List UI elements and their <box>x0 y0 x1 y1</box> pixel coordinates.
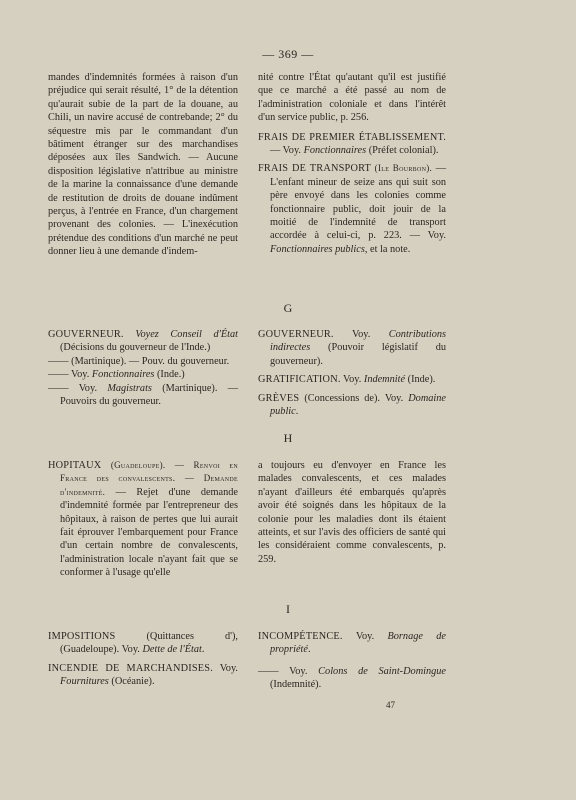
entry-headword: GOUVERNEUR. <box>258 329 334 340</box>
section-g-left-column <box>48 328 238 408</box>
entry-headword: FRAIS DE PREMIER ÉTABLISSEMENT. <box>258 131 446 143</box>
entry-text: Voy. <box>355 631 375 642</box>
entry-gouverneur-sub <box>48 368 238 381</box>
entry-text: Voy. <box>289 665 308 677</box>
entry-text: (Quittances d'), (Guadeloupe). Voy. <box>60 631 239 656</box>
entry-text: — L'enfant mineur de seize ans qui suit son père envoyé dans les colonies comme fonctionnaire public, doit jouir de la moitié de l'indemnité de transport accordée à celui-ci, p. 223. — Voy. <box>270 163 446 242</box>
entry-reference: Magistrats <box>107 382 152 394</box>
page-number: — 369 — <box>262 47 314 61</box>
entry-reference: Bornage de propriété <box>270 631 446 656</box>
entry-frais-premier <box>258 131 446 158</box>
section-i-right-column <box>258 630 446 692</box>
entry-dash: —— <box>258 665 279 677</box>
top-left-column <box>48 71 238 259</box>
entry-headword: GRATIFICATION. <box>258 374 341 386</box>
entry-continuation: a toujours eu d'envoyer en France les malades convalescents, et ces malades n'ayant d'ailleurs été embarqués qu'après avoir été soignés dans les hôpitaux de la colonie pour les maladies dont ils étaient atteints, et sur l'avis des officiers de santé qui les considéraient comme convalescents, p. 259. <box>258 460 446 565</box>
entry-text: (Concessions de). Voy. <box>304 392 404 404</box>
entry-text: (Indemnité). <box>270 679 322 691</box>
section-i-left-column <box>48 630 238 689</box>
entry-headword: FRAIS DE TRANSPORT <box>258 163 372 175</box>
entry-headword: INCOMPÉTENCE. <box>258 631 343 642</box>
entry-reference: Contributions indirectes <box>270 329 446 354</box>
entry-text: , et la note. <box>364 243 411 255</box>
section-g-right-column <box>258 328 446 418</box>
entry-gratification <box>258 373 446 386</box>
entry-headword: IMPOSITIONS <box>48 631 116 642</box>
entry-reference: Fonctionnaires publics <box>270 243 365 255</box>
entry-greves <box>258 392 446 419</box>
entry-reference: Conseil d'État <box>170 329 239 340</box>
entry-text: — Voy. <box>270 145 301 157</box>
entry-dash: —— <box>48 355 69 367</box>
entry-qualifier: (Guadeloupe). <box>110 460 166 470</box>
continued-entry-end: nité contre l'État qu'autant qu'il est justifié que ce marché a été passé au nom de l'administration coloniale et dans l'intérêt d'un service public, p. 256. <box>258 72 446 124</box>
entry-incompetence <box>258 630 446 657</box>
entry-text: Voy. <box>219 662 238 674</box>
entry-impositions <box>48 630 238 657</box>
entry-text: . <box>307 644 311 656</box>
entry-headword: HOPITAUX <box>48 460 102 471</box>
entry-incendie <box>48 662 238 689</box>
entry-reference: Dette de l'État <box>142 644 202 656</box>
entry-dash: —— <box>48 369 69 381</box>
entry-headword: GRÈVES <box>258 392 300 404</box>
top-right-column <box>258 71 446 256</box>
signature-mark: 47 <box>386 700 395 710</box>
entry-text: (Martinique). — Pouv. du gouverneur. <box>71 355 230 367</box>
entry-gouverneur <box>48 328 238 355</box>
entry-reference: Indemnité <box>363 374 406 386</box>
entry-frais-transport <box>258 162 446 256</box>
section-letter-g: G <box>283 301 293 315</box>
entry-reference: Fonctionnaires <box>303 145 367 157</box>
entry-text: (Pouvoir législatif du gouverneur). <box>270 342 447 367</box>
entry-headword: INCENDIE DE MARCHANDISES. <box>48 662 213 674</box>
section-h-left-column <box>48 459 238 580</box>
entry-text: (Décisions du gouverneur de l'Inde.) <box>60 342 211 354</box>
continued-entry-text: mandes d'indemnités formées à raison d'un préjudice qui serait résulté, 1° de la détention qu'aurait subie de la part de la douane, au Chili, un navire accusé de contrebande; 2° du séquestre mis par le commandant d'un bâtiment étranger sur des marchandises déposées aux îles Sandwich. — Aucune disposition législative n'attribue au ministre de la marine la connaissance d'une demande de restitution de droits de douane indûment perçus, à l'entrée en France, d'un chargement provenant des colonies. — L'inexécution prétendue des conditions d'un marché ne peut donner lieu à une demande d'indem- <box>48 72 238 258</box>
entry-text: — Rejet d'une demande d'indemnité formée par l'entrepreneur des hôpitaux, à raison de pertes que lui aurait fait éprouver l'embarquement pour France d'un certain nombre de convalescents, l'administration locale n'ayant fait que se conformer à l'usage qu'elle <box>60 486 238 579</box>
entry-text: (Martinique). — Pouvoirs du gouverneur. <box>60 382 239 408</box>
entry-gouverneur-sub <box>48 355 238 368</box>
entry-incompetence-sub <box>258 665 446 692</box>
entry-reference: Fonctionnaires <box>91 369 155 381</box>
entry-hopitaux <box>48 459 238 580</box>
entry-text: (Inde). <box>407 374 436 386</box>
entry-dash: —— <box>48 382 69 394</box>
entry-text: (Préfet colonial). <box>368 145 439 157</box>
entry-headword: GOUVERNEUR. <box>48 329 124 340</box>
entry-subheading: — Renvoi en France des convalescents. — Demande d'indemnité. <box>60 460 238 497</box>
section-letter-i: I <box>286 602 290 616</box>
entry-gouverneur-2 <box>258 328 446 368</box>
entry-reference: Domaine public <box>270 392 446 418</box>
entry-reference: Fournitures <box>60 676 109 688</box>
entry-text: Voy. <box>352 329 371 340</box>
entry-text: (Inde.) <box>157 369 185 381</box>
entry-text: . <box>295 406 299 418</box>
entry-reference: Colons de Saint-Domingue <box>318 665 447 677</box>
entry-text: Voy. <box>78 382 98 394</box>
entry-text: Voyez <box>135 329 159 340</box>
entry-text: (Océanie). <box>111 676 155 688</box>
entry-text: . <box>201 644 205 656</box>
entry-gouverneur-sub <box>48 382 238 409</box>
section-h-right-column <box>258 459 446 566</box>
entry-text: Voy. <box>70 369 90 381</box>
section-letter-h: H <box>283 431 293 445</box>
entry-qualifier: (Ile Bourbon). <box>374 163 433 174</box>
entry-text: Voy. <box>343 374 362 386</box>
